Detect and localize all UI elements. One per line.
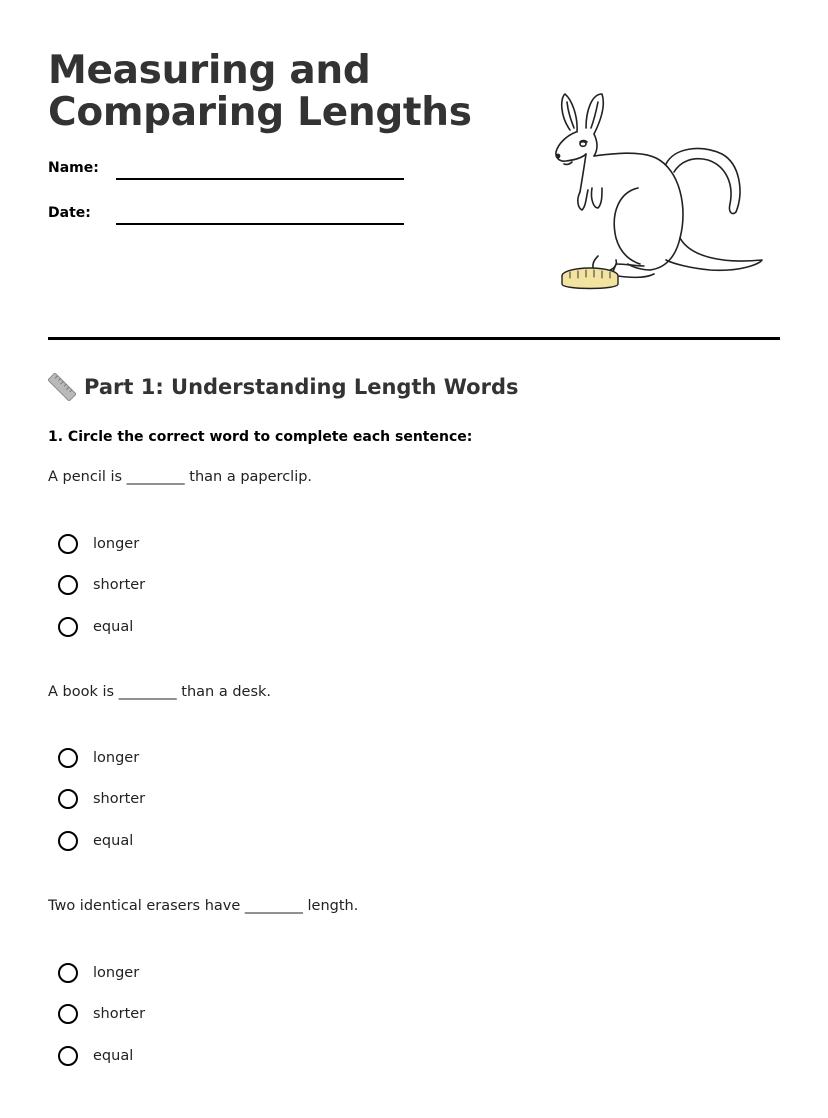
option-equal[interactable] [58, 614, 133, 640]
radio-circle-icon[interactable] [58, 617, 78, 637]
date-line[interactable] [116, 223, 404, 225]
option-longer[interactable] [58, 960, 139, 986]
radio-circle-icon[interactable] [58, 575, 78, 595]
title-line-1: Measuring and [48, 48, 371, 93]
date-label: Date: [48, 205, 91, 221]
option-longer[interactable] [58, 745, 139, 771]
radio-circle-icon[interactable] [58, 963, 78, 983]
option-label: longer [93, 750, 140, 766]
section-divider [48, 337, 780, 340]
question-1 [48, 467, 748, 635]
radio-circle-icon[interactable] [58, 534, 78, 554]
option-label: shorter [93, 1006, 146, 1022]
name-line[interactable] [116, 178, 404, 180]
option-label: equal [93, 619, 134, 635]
title-line-2: Comparing Lengths [48, 90, 472, 135]
question-2 [48, 682, 748, 849]
option-label: equal [93, 1048, 134, 1064]
option-label: shorter [93, 577, 146, 593]
question-text: A book is ________ than a desk. [48, 684, 272, 700]
option-shorter[interactable] [58, 1001, 145, 1027]
ruler-icon [48, 373, 76, 401]
radio-circle-icon[interactable] [58, 748, 78, 768]
option-label: equal [93, 833, 134, 849]
worksheet-title [48, 50, 472, 134]
radio-circle-icon[interactable] [58, 1004, 78, 1024]
question-text: Two identical erasers have ________ length. [48, 898, 359, 914]
option-label: shorter [93, 791, 146, 807]
name-field[interactable] [48, 160, 408, 184]
option-shorter[interactable] [58, 572, 145, 598]
question-3 [48, 896, 748, 1064]
option-label: longer [93, 965, 140, 981]
option-label: longer [93, 536, 140, 552]
option-shorter[interactable] [58, 786, 145, 812]
question-text: A pencil is ________ than a paperclip. [48, 469, 313, 485]
option-equal[interactable] [58, 1043, 133, 1069]
kangaroo-icon [556, 94, 762, 277]
kangaroo-illustration [540, 88, 770, 293]
part1-heading [48, 373, 518, 401]
radio-circle-icon[interactable] [58, 1046, 78, 1066]
date-field[interactable] [48, 205, 408, 229]
part1-heading-text: Part 1: Understanding Length Words [84, 375, 519, 399]
tape-measure-icon [562, 268, 618, 289]
instruction-text: 1. Circle the correct word to complete each sentence: [48, 429, 473, 445]
radio-circle-icon[interactable] [58, 789, 78, 809]
radio-circle-icon[interactable] [58, 831, 78, 851]
option-longer[interactable] [58, 531, 139, 557]
option-equal[interactable] [58, 828, 133, 854]
name-label: Name: [48, 160, 99, 176]
